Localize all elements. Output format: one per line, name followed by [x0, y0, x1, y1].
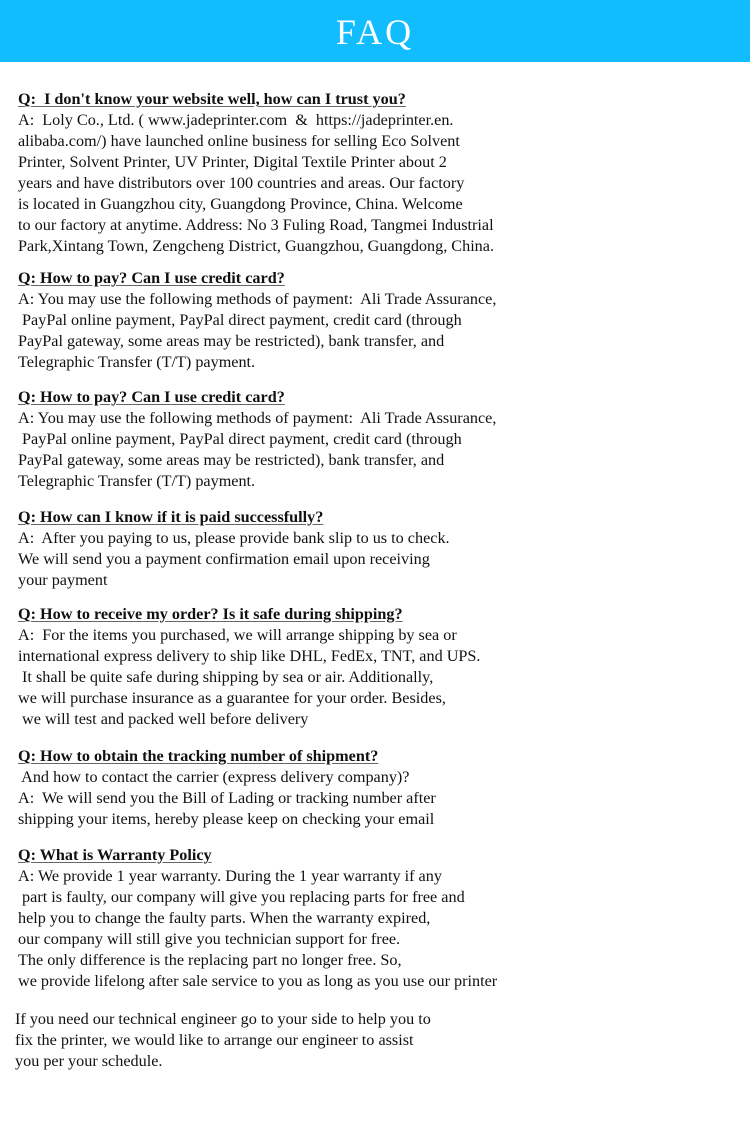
- faq-answer-line: Park,Xintang Town, Zengcheng District, Guangzhou, Guangdong, China.: [18, 237, 495, 255]
- faq-answer-line: It shall be quite safe during shipping by sea or air. Additionally,: [18, 668, 434, 686]
- faq-answer-line: we will test and packed well before delivery: [18, 710, 309, 728]
- faq-item-payment: [18, 268, 743, 373]
- faq-answer-line: A: You may use the following methods of payment: Ali Trade Assurance,: [18, 290, 497, 308]
- faq-item-shipping: [18, 604, 743, 730]
- faq-answer-line: alibaba.com/) have launched online business for selling Eco Solvent: [18, 132, 460, 150]
- closing-note: [15, 1009, 740, 1072]
- faq-answer-line: our company will still give you technician support for free.: [18, 930, 401, 948]
- faq-question: Q: What is Warranty Policy: [18, 846, 212, 864]
- faq-item-trust: [18, 89, 743, 257]
- faq-item-warranty: [18, 845, 743, 992]
- faq-answer-line: A: Loly Co., Ltd. ( www.jadeprinter.com & https://jadeprinter.en.: [18, 111, 454, 129]
- faq-answer-line: years and have distributors over 100 countries and areas. Our factory: [18, 174, 465, 192]
- faq-answer-line: we will purchase insurance as a guarantee for your order. Besides,: [18, 689, 446, 707]
- faq-question: Q: How to obtain the tracking number of shipment?: [18, 747, 379, 765]
- faq-answer-line: we provide lifelong after sale service to you as long as you use our printer: [18, 972, 498, 990]
- faq-answer-line: PayPal online payment, PayPal direct payment, credit card (through: [18, 311, 462, 329]
- faq-answer-line: The only difference is the replacing part no longer free. So,: [18, 951, 402, 969]
- faq-item-payment-confirmation: [18, 507, 743, 591]
- faq-answer-line: A: You may use the following methods of payment: Ali Trade Assurance,: [18, 409, 497, 427]
- faq-answer-line: to our factory at anytime. Address: No 3 Fuling Road, Tangmei Industrial: [18, 216, 494, 234]
- faq-answer-line: And how to contact the carrier (express delivery company)?: [18, 768, 410, 786]
- faq-question: Q: How can I know if it is paid successfully?: [18, 508, 324, 526]
- closing-note-line: you per your schedule.: [15, 1052, 163, 1070]
- faq-question: Q: I don't know your website well, how can I trust you?: [18, 90, 406, 108]
- faq-answer-line: help you to change the faulty parts. When the warranty expired,: [18, 909, 431, 927]
- faq-header-banner: [0, 0, 750, 62]
- faq-answer-line: A: We will send you the Bill of Lading or tracking number after: [18, 789, 436, 807]
- faq-answer-line: part is faulty, our company will give you replacing parts for free and: [18, 888, 465, 906]
- faq-answer-line: A: We provide 1 year warranty. During the 1 year warranty if any: [18, 867, 442, 885]
- faq-question: Q: How to receive my order? Is it safe during shipping?: [18, 605, 403, 623]
- page-title: FAQ: [335, 12, 415, 52]
- faq-item-tracking: [18, 746, 743, 830]
- faq-answer-line: shipping your items, hereby please keep on checking your email: [18, 810, 435, 828]
- faq-answer-line: A: After you paying to us, please provide bank slip to us to check.: [18, 529, 450, 547]
- faq-answer-line: is located in Guangzhou city, Guangdong Province, China. Welcome: [18, 195, 463, 213]
- closing-note-line: If you need our technical engineer go to your side to help you to: [15, 1010, 431, 1028]
- faq-answer-line: Telegraphic Transfer (T/T) payment.: [18, 353, 256, 371]
- faq-answer-line: PayPal gateway, some areas may be restricted), bank transfer, and: [18, 332, 445, 350]
- faq-question: Q: How to pay? Can I use credit card?: [18, 388, 285, 406]
- faq-answer-line: A: For the items you purchased, we will arrange shipping by sea or: [18, 626, 457, 644]
- faq-answer-line: your payment: [18, 571, 108, 589]
- faq-item-payment-duplicate: [18, 387, 743, 492]
- faq-answer-line: PayPal online payment, PayPal direct payment, credit card (through: [18, 430, 462, 448]
- faq-answer-line: Printer, Solvent Printer, UV Printer, Digital Textile Printer about 2: [18, 153, 447, 171]
- faq-question: Q: How to pay? Can I use credit card?: [18, 269, 285, 287]
- faq-answer-line: Telegraphic Transfer (T/T) payment.: [18, 472, 256, 490]
- faq-answer-line: PayPal gateway, some areas may be restricted), bank transfer, and: [18, 451, 445, 469]
- faq-answer-line: We will send you a payment confirmation email upon receiving: [18, 550, 430, 568]
- closing-note-line: fix the printer, we would like to arrange our engineer to assist: [15, 1031, 414, 1049]
- faq-answer-line: international express delivery to ship like DHL, FedEx, TNT, and UPS.: [18, 647, 481, 665]
